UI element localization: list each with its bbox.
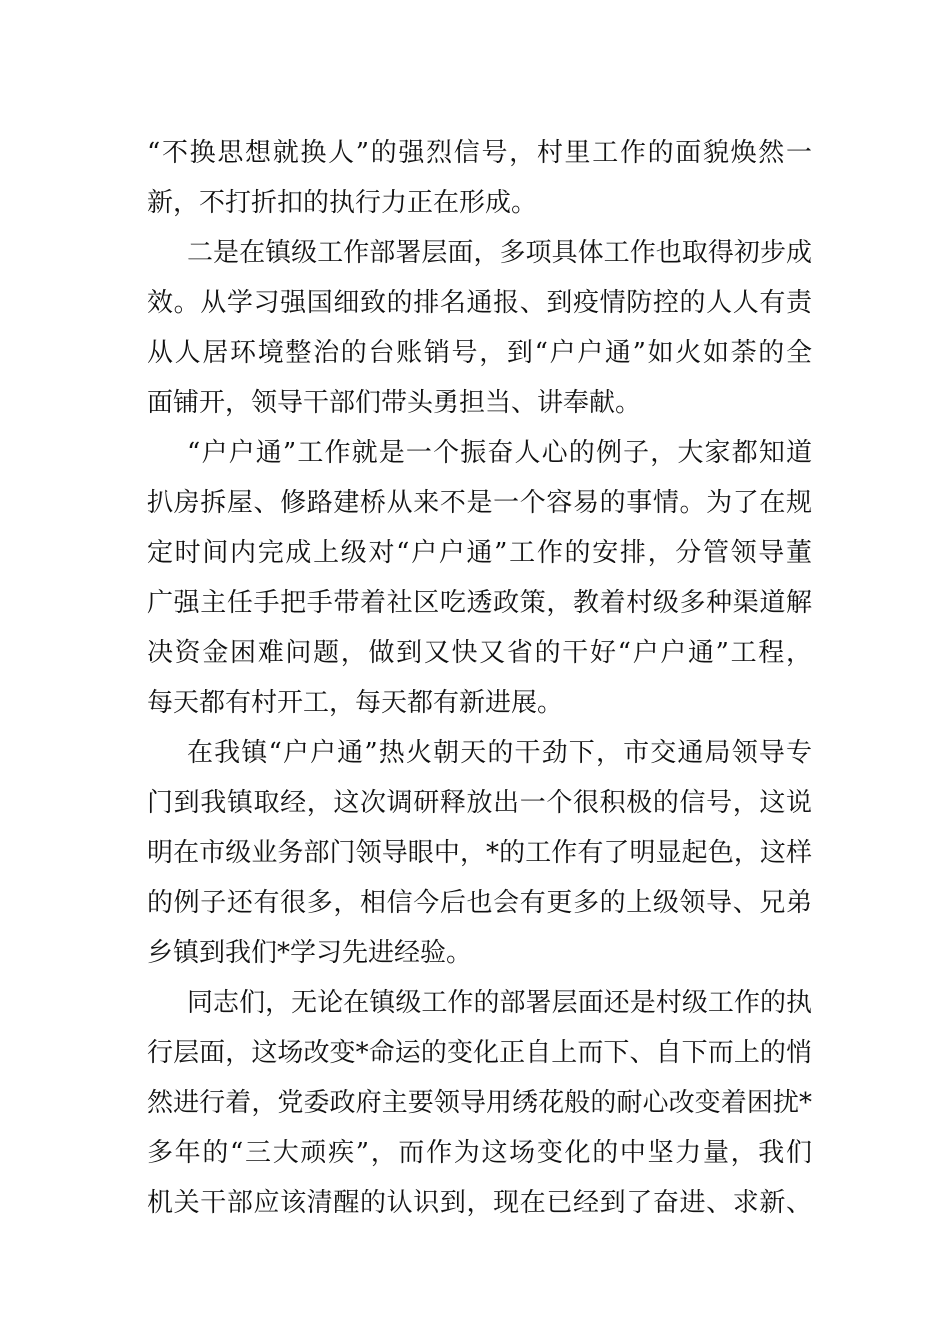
text-line: 广强主任手把手带着社区吃透政策，教着村级多种渠道解 bbox=[147, 588, 812, 618]
text-line: 多年的“三大顽疾”，而作为这场变化的中坚力量，我们 bbox=[147, 1138, 812, 1168]
paragraph-first-line: “户户通”工作就是一个振奋人心的例子，大家都知道 bbox=[187, 438, 812, 468]
paragraph-first-line: 同志们，无论在镇级工作的部署层面还是村级工作的执 bbox=[187, 988, 812, 1018]
text-line: 定时间内完成上级对“户户通”工作的安排，分管领导董 bbox=[147, 538, 812, 568]
text-line: 决资金困难问题，做到又快又省的干好“户户通”工程， bbox=[147, 638, 812, 668]
text-line: 从人居环境整治的台账销号，到“户户通”如火如荼的全 bbox=[147, 338, 812, 368]
paragraph-first-line: 在我镇“户户通”热火朝天的干劲下，市交通局领导专 bbox=[187, 738, 812, 768]
text-line: 效。从学习强国细致的排名通报、到疫情防控的人人有责 bbox=[147, 288, 812, 318]
paragraph-first-line: 二是在镇级工作部署层面，多项具体工作也取得初步成 bbox=[187, 238, 812, 268]
text-line: 每天都有村开工，每天都有新进展。 bbox=[147, 688, 564, 718]
text-line: 机关干部应该清醒的认识到，现在已经到了奋进、求新、 bbox=[147, 1188, 812, 1218]
text-line: 门到我镇取经，这次调研释放出一个很积极的信号，这说 bbox=[147, 788, 812, 818]
text-line: 扒房拆屋、修路建桥从来不是一个容易的事情。为了在规 bbox=[147, 488, 812, 518]
text-line: 行层面，这场改变*命运的变化正自上而下、自下而上的悄 bbox=[147, 1038, 812, 1068]
text-line: 明在市级业务部门领导眼中，*的工作有了明显起色，这样 bbox=[147, 838, 812, 868]
text-line: 的例子还有很多，相信今后也会有更多的上级领导、兄弟 bbox=[147, 888, 812, 918]
text-line: 新，不打折扣的执行力正在形成。 bbox=[147, 188, 538, 218]
text-line: “不换思想就换人”的强烈信号，村里工作的面貌焕然一 bbox=[147, 138, 812, 168]
text-line: 面铺开，领导干部们带头勇担当、讲奉献。 bbox=[147, 388, 642, 418]
text-line: 然进行着，党委政府主要领导用绣花般的耐心改变着困扰* bbox=[147, 1088, 812, 1118]
text-line: 乡镇到我们*学习先进经验。 bbox=[147, 938, 473, 968]
